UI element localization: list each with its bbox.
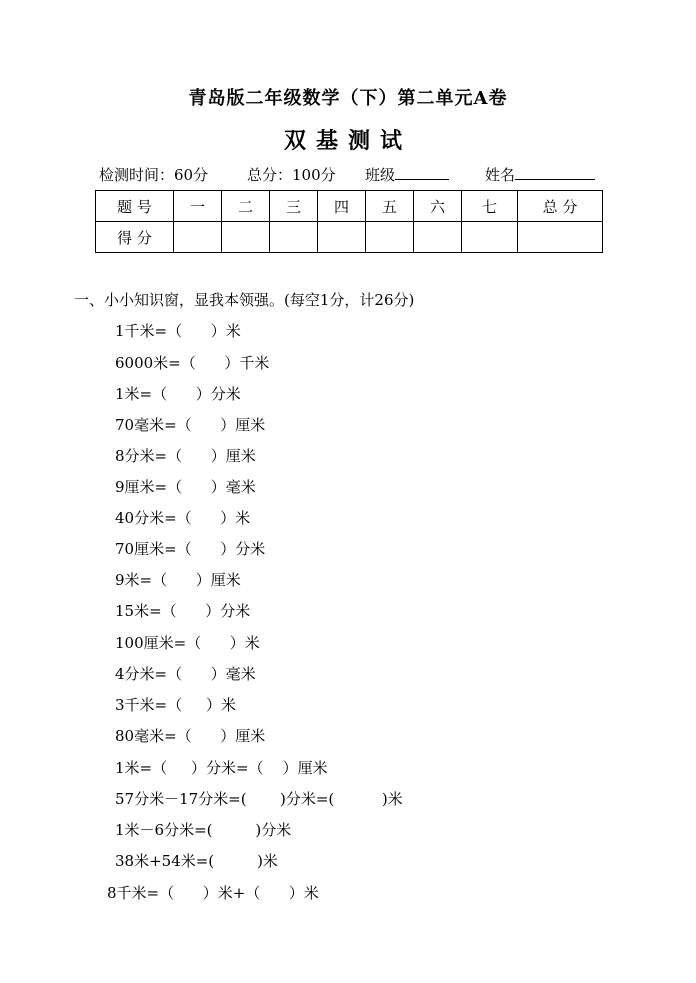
question-item: 100厘米=（ ）米 bbox=[115, 634, 260, 652]
score-header-cell: 题 号 bbox=[96, 191, 174, 222]
question-item: 38米+54米=( )米 bbox=[115, 852, 278, 870]
score-header-cell: 三 bbox=[270, 191, 318, 222]
score-header-cell: 四 bbox=[318, 191, 366, 222]
score-header-cell: 五 bbox=[366, 191, 414, 222]
question-item: 8分米=（ ）厘米 bbox=[115, 447, 256, 465]
question-item: 9米=（ ）厘米 bbox=[115, 571, 241, 589]
question-item: 80毫米=（ ）厘米 bbox=[115, 727, 266, 745]
question-item: 1千米=（ ）米 bbox=[115, 322, 241, 340]
score-header-cell: 一 bbox=[174, 191, 222, 222]
question-item: 8千米=（ ）米+（ ）米 bbox=[107, 884, 319, 902]
question-item: 1米=（ ）分米=（ ）厘米 bbox=[115, 759, 328, 777]
question-item: 9厘米=（ ）毫米 bbox=[115, 478, 256, 496]
score-header-cell: 七 bbox=[462, 191, 518, 222]
question-item: 6000米=（ ）千米 bbox=[115, 354, 270, 372]
score-header-cell: 总 分 bbox=[518, 191, 603, 222]
section-1-title: 一、小小知识窗，显我本领强。(每空1分，计26分) bbox=[74, 291, 415, 309]
class-label: 班级 bbox=[365, 166, 396, 184]
question-item: 1米－6分米=( )分米 bbox=[115, 821, 292, 839]
question-item: 70厘米=（ ）分米 bbox=[115, 540, 266, 558]
document-title: 青岛版二年级数学（下）第二单元A卷 bbox=[188, 88, 508, 109]
question-item: 40分米=（ ）米 bbox=[115, 509, 251, 527]
exam-total-score: 总分：100分 bbox=[247, 166, 336, 184]
score-header-cell: 六 bbox=[414, 191, 462, 222]
question-item: 57分米－17分米=( )分米=( )米 bbox=[115, 790, 403, 808]
question-item: 3千米=（ ）米 bbox=[115, 696, 236, 714]
question-item: 70毫米=（ ）厘米 bbox=[115, 416, 266, 434]
exam-time: 检测时间：60分 bbox=[99, 166, 209, 184]
name-label: 姓名 bbox=[485, 166, 516, 184]
score-header-cell: 二 bbox=[222, 191, 270, 222]
question-item: 15米=（ ）分米 bbox=[115, 602, 251, 620]
question-item: 4分米=（ ）毫米 bbox=[115, 665, 256, 683]
question-item: 1米=（ ）分米 bbox=[115, 385, 241, 403]
document-subtitle: 双基测试 bbox=[283, 128, 412, 154]
score-row-label: 得 分 bbox=[96, 222, 174, 253]
